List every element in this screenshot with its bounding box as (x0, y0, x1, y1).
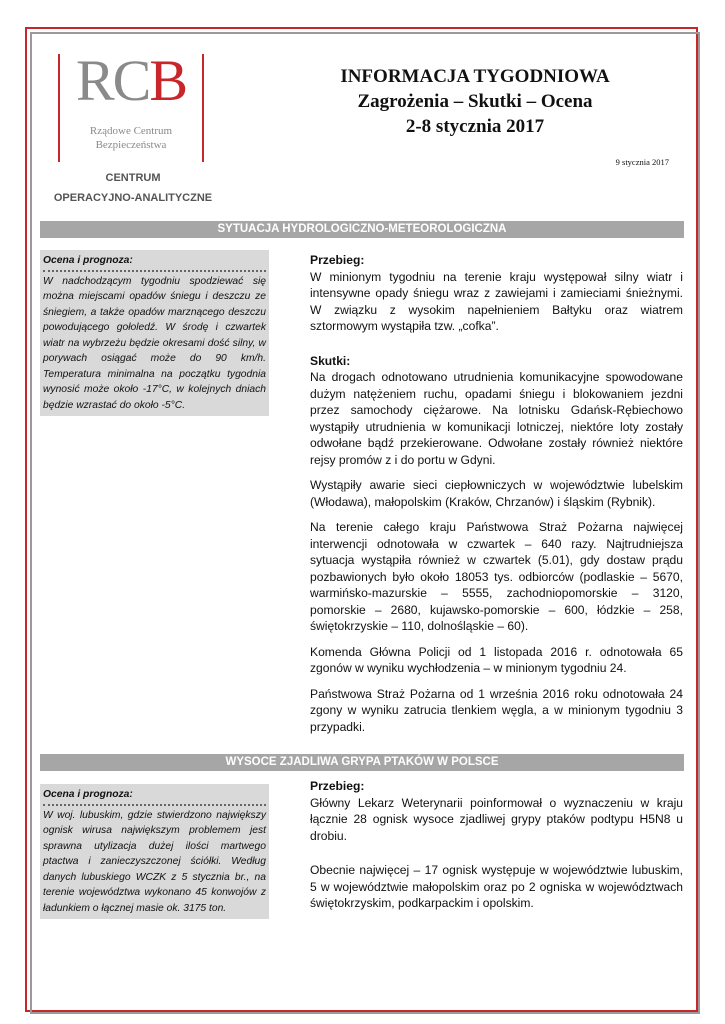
hydro-content (310, 252, 683, 744)
forecast-box-head: Ocena i prognoza: (43, 253, 266, 272)
przebieg-heading: Przebieg: (310, 253, 365, 267)
forecast-box-text: W woj. lubuskim, gdzie stwierdzono największy ognisk wirusa największym problemem jest sprawna utylizacja dużej ilości martwego ptactwa i zanieczyszczonej ściółki. Według danych lubuskiego WCZK z 5 stycznia br., na terenie województwa wykonano 45 konwojów z ładunkiem o łącznej masie ok. 3175 ton. (43, 809, 266, 914)
section-bar-hydro: SYTUACJA HYDROLOGICZNO-METEOROLOGICZNA (40, 221, 684, 238)
logo-left-bar (58, 54, 60, 162)
logo-subtitle-line2: Bezpieczeństwa (95, 139, 167, 151)
logo-letters (68, 46, 194, 116)
title-line3: 2-8 stycznia 2017 (405, 116, 545, 137)
logo-subtitle-line1: Rządowe Centrum (89, 125, 173, 137)
skutki-paragraph: Na terenie całego kraju Państwowa Straż Pożarna najwięcej interwencji odnotowała w czwartek – 640 razy. Najtrudniejsza sytuacja wystąpiła również w czwartek (5.01), gdy dostaw prądu pozbawionych było około 18053 tys. odbiorców (podlaskie – 5670, warmińsko-mazurskie – 5555, zachodniopomorskie – 3120, pomorskie – 2680, kujawsko-pomorskie – 600, łódzkie – 258, świętokrzyskie – 110, dolnośląskie – 60). (310, 520, 683, 633)
section-bar-bird-flu: WYSOCE ZJADLIWA GRYPA PTAKÓW W POLSCE (40, 754, 684, 771)
przebieg-paragraph: Główny Lekarz Weterynarii poinformował o wyznaczeniu w kraju łącznie 28 ognisk wysoce zjadliwej grypy ptaków podtypu H5N8 u drobiu. (310, 795, 683, 843)
rcb-logo (58, 48, 204, 162)
skutki-paragraph: Na drogach odnotowano utrudnienia komunikacyjne spowodowane dużym natężeniem ruchu, opadami śniegu i blokowaniem jezdni przez samochody ciężarowe. Na lotnisku Gdańsk-Rębiechowo wystąpiły utrudnienia w komunikacji lotniczej, niektóre loty zostały odwołane bądź przekierowane. Odwołane zostały również niektóre rejsy promów z i do portu w Gdyni. (310, 370, 683, 467)
document-title (300, 64, 650, 139)
title-line2: Zagrożenia – Skutki – Ocena (357, 91, 593, 112)
org-name-line2: OPERACYJNO-ANALITYCZNE (53, 192, 213, 204)
skutki-paragraph: Komenda Główna Policji od 1 listopada 2016 r. odnotowała 65 zgonów w wyniku wychłodzenia – w minionym tygodniu 24. (310, 644, 683, 675)
skutki-paragraph: Państwowa Straż Pożarna od 1 września 2016 roku odnotowała 24 zgony w wyniku zatrucia tlenkiem węgla, a w minionym tygodniu 3 przypadki. (310, 686, 683, 734)
forecast-box-bird-flu (40, 784, 269, 919)
przebieg-paragraph: Obecnie najwięcej – 17 ognisk występuje w województwie lubuskim, 5 w województwie małopolskim oraz po 2 ogniska w województwach świętokrzyskim, podkarpackim i opolskim. (310, 863, 683, 910)
skutki-paragraph: Wystąpiły awarie sieci ciepłowniczych w województwie lubelskim (Włodawa), małopolskim (Kraków, Chrzanów) i śląskim (Rybnik). (310, 478, 683, 509)
logo-letters-gray: RC (75, 48, 150, 113)
logo-right-bar (202, 54, 204, 162)
forecast-box-text: W nadchodzącym tygodniu spodziewać się można miejscami opadów śniegu i deszczu ze śniegiem, a także opadów marznącego deszczu powodującego gołoledź. W środę i czwartek wiatr na wybrzeżu będzie okresami dość silny, w porywach osiągać może do 90 km/h. Temperatura minimalna na początku tygodnia wynosić może około -17°C, w kolejnych dniach będzie wzrastać do około -5°C. (43, 275, 266, 411)
bird-flu-content (310, 778, 683, 921)
skutki-heading: Skutki: (310, 353, 351, 368)
logo-letters-red: B (149, 48, 187, 113)
org-name-line1: CENTRUM (105, 172, 161, 184)
document-date: 9 stycznia 2017 (615, 157, 669, 167)
forecast-box-head: Ocena i prognoza: (43, 787, 266, 806)
przebieg-heading: Przebieg: (310, 779, 365, 793)
org-name (40, 168, 226, 208)
logo-subtitle (68, 124, 194, 152)
forecast-box-hydro (40, 250, 269, 416)
title-line1: INFORMACJA TYGODNIOWA (340, 66, 610, 87)
przebieg-text: W minionym tygodniu na terenie kraju występował silny wiatr i intensywne opady śniegu wraz z zawiejami i zamieciami śnieżnymi. W związku z wysokim napełnieniem Bałtyku oraz wiatrem sztormowym wystąpiła tzw. „cofka”. (310, 269, 683, 333)
